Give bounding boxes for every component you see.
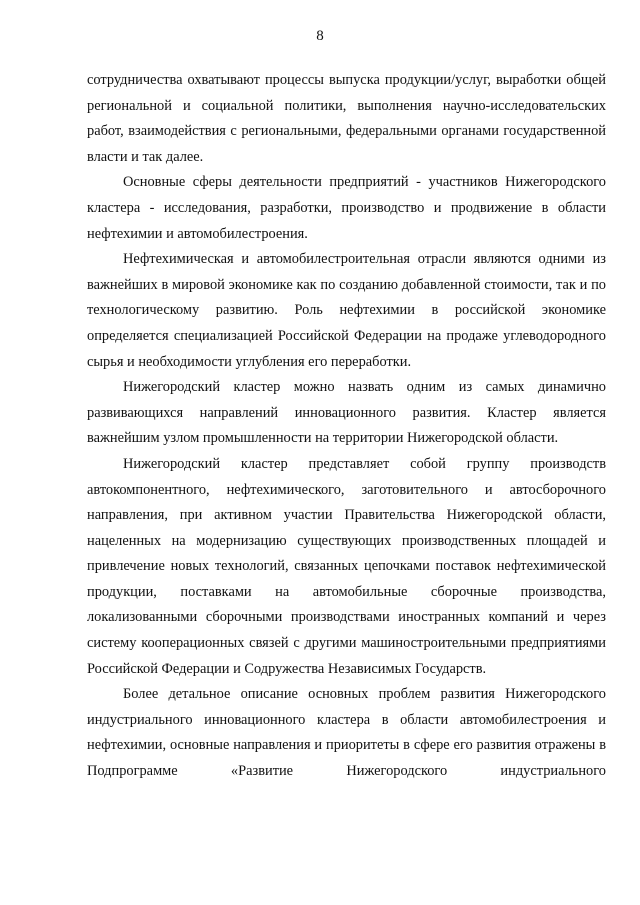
paragraph-subprogram-reference: Более детальное описание основных проблем развития Нижегородского индустриального инновационного кластера в области автомобилестроения и нефтехимии, основные направления и приоритеты в сфере его развития отражены в Подпрограмме «Развитие Нижегородского индустриального [87, 686, 606, 780]
paragraph-industries: Нефтехимическая и автомобилестроительная отрасли являются одними из важнейших в мировой экономике как по созданию добавленной стоимости, так и по технологическому развитию. Роль нефтехимии в российской экономике определяется специализацией Российской Федерации на продаже углеводородного сырья и необходимости углубления его переработки. [87, 251, 606, 370]
paragraph-cluster-dynamics: Нижегородский кластер можно назвать одним из самых динамично развивающихся направлений инновационного развития. Кластер является важнейшим узлом промышленности на территории Нижегородской области. [87, 379, 606, 447]
paragraph-cluster-composition: Нижегородский кластер представляет собой группу производств автокомпонентного, нефтехимического, заготовительного и автосборочного направления, при активном участии Правительства Нижегородской области, нацеленных на модернизацию существующих производственных площадей и привлечение новых технологий, связанных цепочками поставок нефтехимической продукции, поставками на автомобильные сборочные производства, локализованными сборочными производствами иностранных компаний и через систему кооперационных связей с другими машиностроительными предприятиями Российской Федерации и Содружества Независимых Государств. [87, 455, 606, 677]
page-number: 8 [316, 28, 324, 44]
paragraph-continuation: сотрудничества охватывают процессы выпуска продукции/услуг, выработки общей региональной и социальной политики, выполнения научно-исследовательских работ, взаимодействия с региональными, федеральными органами государственной власти и так далее. [87, 72, 606, 165]
document-body [87, 68, 606, 785]
paragraph-cluster-spheres: Основные сферы деятельности предприятий - участников Нижегородского кластера - исследования, разработки, производство и продвижение в области нефтехимии и автомобилестроения. [87, 174, 606, 242]
